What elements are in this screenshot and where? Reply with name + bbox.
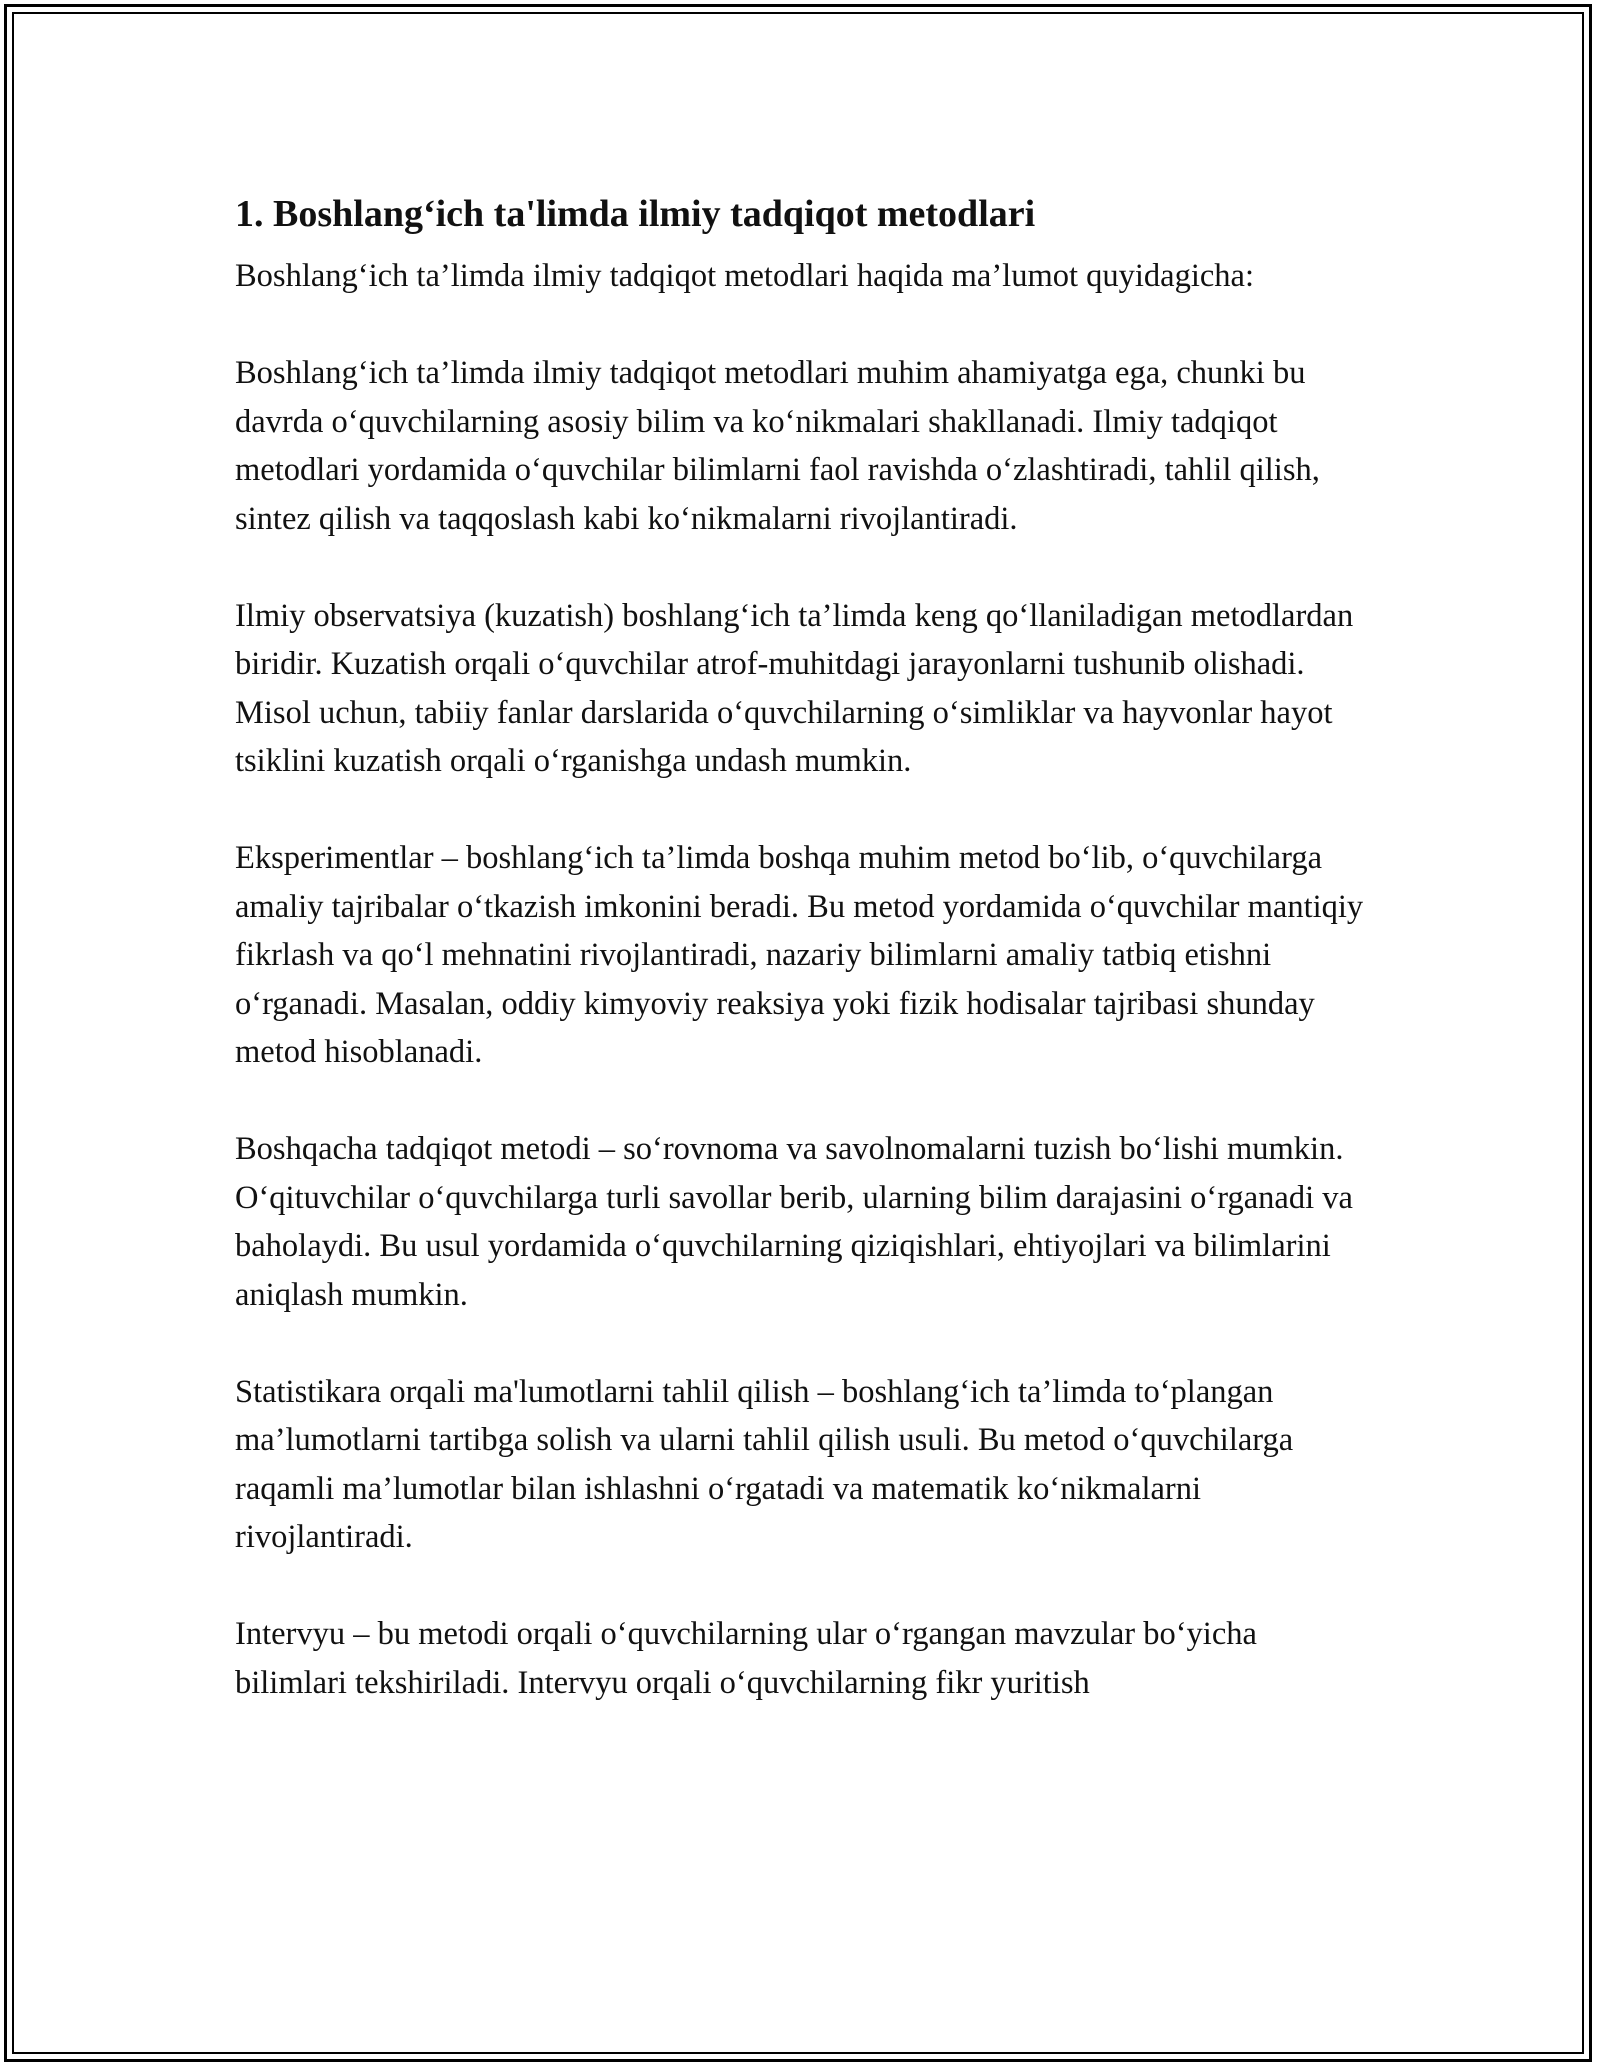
paragraph-importance: Boshlang‘ich ta’limda ilmiy tadqiqot metodlari muhim ahamiyatga ega, chunki bu davrda o‘quvchilarning asosiy bilim va ko‘nikmalari shakllanadi. Ilmiy tadqiqot metodlari yordamida o‘quvchilar bilimlarni faol ravishda o‘zlashtiradi, tahlil qilish, sintez qilish va taqqoslash kabi ko‘nikmalarni rivojlantiradi. — [235, 355, 1320, 537]
paragraph-experiments: Eksperimentlar – boshlang‘ich ta’limda boshqa muhim metod bo‘lib, o‘quvchilarga amaliy tajribalar o‘tkazish imkonini beradi. Bu metod yordamida o‘quvchilar mantiqiy fikrlash va qo‘l mehnatini rivojlantiradi, nazariy bilimlarni amaliy tatbiq etishni o‘rganadi. Masalan, oddiy kimyoviy reaksiya yoki fizik hodisalar tajribasi shunday metod hisoblanadi. — [235, 840, 1364, 1070]
paragraph-intro: Boshlang‘ich ta’limda ilmiy tadqiqot metodlari haqida ma’lumot quyidagicha: — [235, 258, 1255, 294]
document-body — [235, 186, 1375, 1707]
document-title: 1. Boshlang‘ich ta'limda ilmiy tadqiqot metodlari — [235, 193, 1036, 235]
paragraph-interview: Intervyu – bu metodi orqali o‘quvchilarning ular o‘rgangan mavzular bo‘yicha bilimlari tekshiriladi. Intervyu orqali o‘quvchilarning fikr yuritish — [235, 1616, 1257, 1701]
paragraph-statistics: Statistikara orqali ma'lumotlarni tahlil qilish – boshlang‘ich ta’limda to‘plangan ma’lumotlarni tartibga solish va ularni tahlil qilish usuli. Bu metod o‘quvchilarga raqamli ma’lumotlar bilan ishlashni o‘rgatadi va matematik ko‘nikmalarni rivojlantiradi. — [235, 1373, 1294, 1555]
paragraph-observation: Ilmiy observatsiya (kuzatish) boshlang‘ich ta’limda keng qo‘llaniladigan metodlardan biridir. Kuzatish orqali o‘quvchilar atrof-muhitdagi jarayonlarni tushunib olishadi. Misol uchun, tabiiy fanlar darslarida o‘quvchilarning o‘simliklar va hayvonlar hayot tsiklini kuzatish orqali o‘rganishga undash mumkin. — [235, 597, 1354, 779]
paragraph-surveys: Boshqacha tadqiqot metodi – so‘rovnoma va savolnomalarni tuzish bo‘lishi mumkin. O‘qituvchilar o‘quvchilarga turli savollar berib, ularning bilim darajasini o‘rganadi va baholaydi. Bu usul yordamida o‘quvchilarning qiziqishlari, ehtiyojlari va bilimlarini aniqlash mumkin. — [235, 1131, 1353, 1313]
